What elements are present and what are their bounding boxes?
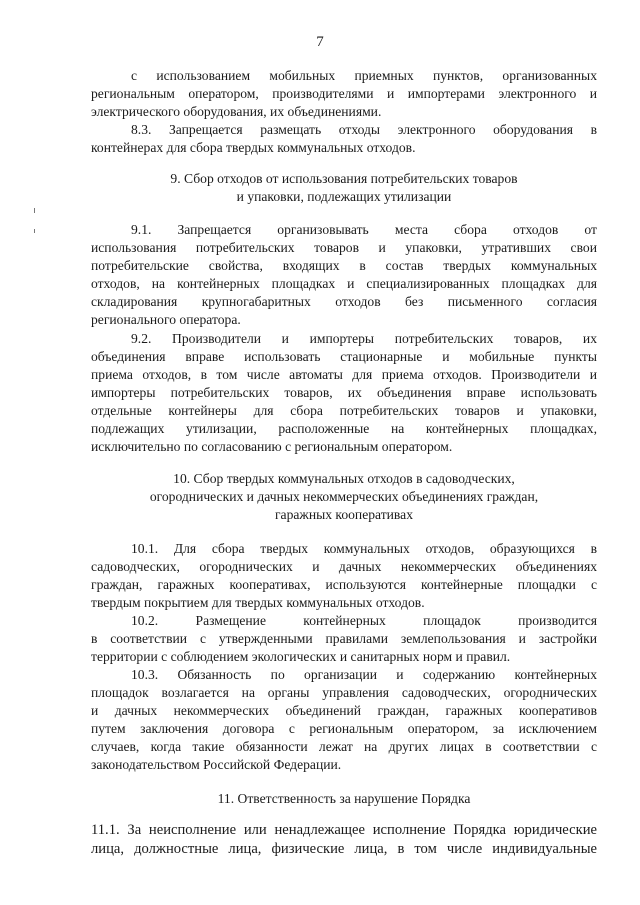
text-line: 10.2. Размещение контейнерных площадок производится <box>131 613 597 628</box>
text-line: потребительские свойства, входящих в состав твердых коммунальных <box>91 258 597 273</box>
text-line: 10.1. Для сбора твердых коммунальных отходов, образующихся в <box>131 541 597 556</box>
text-line: граждан, гаражных кооперативах, используются контейнерные площадки с <box>91 577 597 592</box>
text-line: путем заключения договора с региональным оператором, за исключением <box>91 721 597 736</box>
text-line: приема отходов, в том числе автоматы для приема отходов. Производители и <box>91 367 597 382</box>
text-line: исключительно по согласованию с региональным оператором. <box>91 439 453 454</box>
text-line: в соответствии с утвержденными правилами землепользования и застройки <box>91 631 597 646</box>
section-heading: 11. Ответственность за нарушение Порядка <box>217 791 471 806</box>
text-line: контейнерах для сбора твердых коммунальных отходов. <box>91 140 416 155</box>
section-heading: и упаковки, подлежащих утилизации <box>236 189 452 204</box>
text-line: регионального оператора. <box>91 312 241 327</box>
text-line: площадок возлагается на органы управления садоводческих, огороднических <box>91 685 597 700</box>
text-line: случаев, когда такие обязанности лежат на других лицах в соответствии с <box>91 739 597 754</box>
text-line: объединения вправе использовать стационарные и мобильные пункты <box>91 349 597 364</box>
text-line: 11.1. За неисполнение или ненадлежащее исполнение Порядка юридические <box>91 822 597 838</box>
text-line: региональным оператором, производителями и импортерами электронного и <box>91 86 597 101</box>
text-line: и дачных некоммерческих объединений граждан, гаражных кооперативов <box>91 703 597 718</box>
section-heading: 9. Сбор отходов от использования потребительских товаров <box>170 171 518 186</box>
section-heading: 10. Сбор твердых коммунальных отходов в садоводческих, <box>173 471 515 486</box>
text-line: отходов, на контейнерных площадках и специализированных площадках для <box>91 276 597 291</box>
scan-mark <box>34 208 35 213</box>
text-line: электрического оборудования, их объединениями. <box>91 104 382 119</box>
text-line: подлежащих утилизации, расположенные на контейнерных площадках, <box>91 421 597 436</box>
text-line: складирования крупногабаритных отходов без письменного согласия <box>91 294 597 309</box>
text-line: территории с соблюдением экологических и санитарных норм и правил. <box>91 649 511 664</box>
text-line: садоводческих, огороднических и дачных некоммерческих объединениях <box>91 559 597 574</box>
text-line: с использованием мобильных приемных пунктов, организованных <box>131 68 597 83</box>
text-line: 9.1. Запрещается организовывать места сбора отходов от <box>131 222 597 237</box>
section-heading: гаражных кооперативах <box>274 507 413 522</box>
text-line: 10.3. Обязанность по организации и содержанию контейнерных <box>131 667 597 682</box>
text-line: импортеры потребительских товаров, их объединения вправе использовать <box>91 385 597 400</box>
text-line: лица, должностные лица, физические лица, в том числе индивидуальные <box>91 841 597 857</box>
text-line: отдельные контейнеры для сбора потребительских товаров и упаковки, <box>91 403 597 418</box>
text-line: 8.3. Запрещается размещать отходы электронного оборудования в <box>131 122 597 137</box>
scan-mark <box>34 229 35 233</box>
page-number: 7 <box>316 34 324 50</box>
section-heading: огороднических и дачных некоммерческих объединениях граждан, <box>149 489 539 504</box>
text-line: законодательством Российской Федерации. <box>91 757 342 772</box>
text-line: 9.2. Производители и импортеры потребительских товаров, их <box>131 331 597 346</box>
text-line: твердым покрытием для твердых коммунальных отходов. <box>91 595 425 610</box>
text-line: использования потребительских товаров и упаковки, утративших свои <box>91 240 597 255</box>
